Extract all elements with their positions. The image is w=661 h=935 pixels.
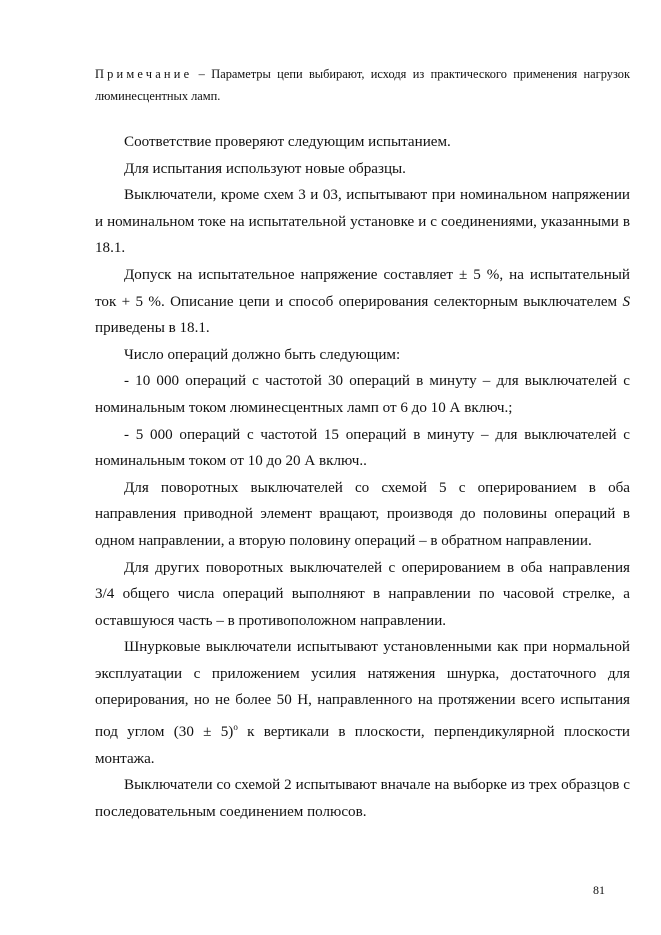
note-block: [95, 63, 630, 107]
paragraph: [95, 262, 630, 342]
paragraph: - 10 000 операций с частотой 30 операций в минуту – для выключателей с номинальным током люминесцентных ламп от 6 до 10 А включ.;: [95, 373, 630, 416]
paragraph: Для других поворотных выключателей с оперированием в оба направления 3/4 общего числа операций выполняют в направлении по часовой стрелке, а оставшуюся часть – в противоположном направлении.: [95, 559, 630, 629]
note-text: Параметры цепи выбирают, исходя из практического применения нагрузок люминесцентных ламп.: [95, 67, 631, 103]
paragraph-text: Шнурковые выключатели испытывают установленными как при нормальной эксплуатации с приложением усилия натяжения шнурка, достаточного для оперирования, но не более 50 Н, направленного на протяжении всего испытания под углом (30 ± 5): [95, 639, 630, 741]
paragraph: - 5 000 операций с частотой 15 операций в минуту – для выключателей с номинальным током от 10 до 20 А включ..: [95, 426, 630, 470]
main-text: [95, 129, 630, 825]
note-dash: –: [192, 67, 212, 81]
paragraph-text: приведены в 18.1.: [95, 320, 210, 337]
paragraph: Число операций должно быть следующим:: [124, 346, 401, 363]
paragraph-text: к вертикали в плоскости, перпендикулярной плоскости монтажа.: [95, 724, 630, 767]
paragraph-text: Допуск на испытательное напряжение составляет ± 5 %, на испытательный ток + 5 %. Описание цепи и способ оперирования селекторным выключателем: [95, 266, 630, 310]
selector-switch-symbol: S: [622, 293, 630, 310]
paragraph: Соответствие проверяют следующим испытанием.: [124, 134, 451, 150]
paragraph: Для поворотных выключателей со схемой 5 с оперированием в оба направления приводной элемент вращают, производя до половины операций в одном направлении, а вторую половину операций – в обратном направлении.: [95, 479, 630, 549]
paragraph: Выключатели, кроме схем 3 и 03, испытывают при номинальном напряжении и номинальном токе на испытательной установке и с соединениями, указанными в 18.1.: [95, 187, 630, 257]
note-heading: Примечание: [95, 67, 193, 81]
paragraph: Выключатели со схемой 2 испытывают вначале на выборке из трех образцов с последовательным соединением полюсов.: [95, 777, 630, 820]
page-number: 81: [593, 883, 605, 897]
paragraph: [95, 634, 630, 772]
degree-mark: o: [233, 722, 238, 733]
paragraph: Для испытания используют новые образцы.: [124, 160, 406, 177]
